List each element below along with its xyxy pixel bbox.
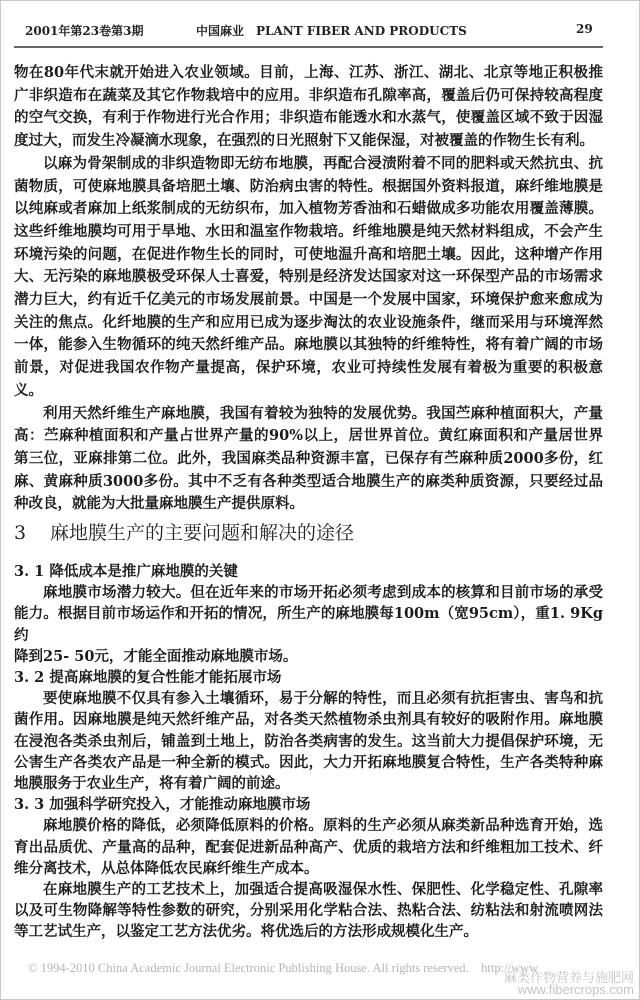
subsection-heading: 3. 1 降低成本是推广麻地膜的关键 xyxy=(14,563,238,580)
section-heading xyxy=(14,516,603,550)
paragraph xyxy=(14,62,603,153)
text-line: 维分离技术，从总体降低农民麻纤维生产成本。 xyxy=(14,859,319,877)
text-line: 麻地膜市场潜力较大。但在近年来的市场开拓必须考虑到成本的核算和目前市场的承受 xyxy=(43,584,603,602)
text-line: 高：苎麻种植面积和产量占世界产量的90%以上，居世界首位。黄红麻面积和产量居世界 xyxy=(14,427,603,445)
text-line: 种改良，就能为大批量麻地膜生产提供原料。 xyxy=(14,495,304,513)
text-line: 地膜服务于农业生产，将有着广阔的前途。 xyxy=(14,775,290,793)
text-line: 麻、黄麻种质3000多份。其中不乏有各种类型适合地膜生产的麻类种质资源，只要经过品 xyxy=(14,472,603,490)
text-line: 义。 xyxy=(14,381,43,399)
text-line: 麻地膜价格的降低，必须降低原料的价格。原料的生产必须从麻类新品种选育开始，选 xyxy=(43,817,603,835)
body-top xyxy=(14,62,603,550)
text-line: 大、无污染的麻地膜极受环保人士喜爱，特别是经济发达国家对这一环保型产品的市场需求 xyxy=(14,268,603,286)
paragraph xyxy=(14,815,603,879)
paragraph xyxy=(14,403,603,517)
paragraph xyxy=(14,688,603,794)
watermark-url: www.fibercrops.com xyxy=(517,982,634,997)
text-line: 能力。根据目前市场运作和开拓的情况，所生产的麻地膜每100m（宽95cm），重1. 9Kg约 xyxy=(14,605,603,644)
text-line: 育出品质优、产量高的品种，配套促进新品种高产、优质的栽培方法和纤维粗加工技术、纤 xyxy=(14,838,603,856)
text-line: 这些纤维地膜均可用于旱地、水田和温室作物栽培。纤维地膜是纯天然材料组成，不会产生 xyxy=(14,222,603,240)
journal-title: 中国麻业 PLANT FIBER AND PRODUCTS xyxy=(196,24,467,38)
section-title: 麻地膜生产的主要问题和解决的途径 xyxy=(50,522,355,545)
text-line: 等工艺试生产，以鉴定工艺方法优劣。将优选后的方法形成规模化生产。 xyxy=(14,923,478,941)
subsection-heading: 3. 2 提高麻地膜的复合性能才能拓展市场 xyxy=(14,669,282,687)
text-line: 环境污染的问题，在促进作物生长的同时，可使地温升高和培肥土壤。因此，这种增产作用 xyxy=(14,245,603,263)
text-line: 以纯麻或者麻加上纸浆制成的无纺织布，加入植物芳香油和石蜡做成多功能农用覆盖薄膜。 xyxy=(14,200,603,218)
text-line: 第三位，亚麻排第二位。此外，我国麻类品种资源丰富，已保存有苎麻种质2000多份，红 xyxy=(14,449,603,467)
text-line: 要使麻地膜不仅具有参入土壤循环，易于分解的特性，而且必须有抗拒害虫、害鸟和抗 xyxy=(43,690,603,708)
text-line: 广非织造布在蔬菜及其它作物栽培中的应用。非织造布孔隙率高，覆盖后仍可保持较高程度 xyxy=(14,86,603,104)
text-line: 菌作用。因麻地膜是纯天然纤维产品，对各类天然植物杀虫剂具有较好的吸附作用。麻地膜 xyxy=(14,711,603,729)
issue-info: 2001年第23卷第3期 xyxy=(25,24,144,38)
text-line: 公害生产各类农产品是一种全新的模式。因此，大力开拓麻地膜复合特性，生产各类特种麻 xyxy=(14,753,603,771)
text-line: 利用天然纤维生产麻地膜，我国有着较为独特的发展优势。我国苎麻种植面积大，产量 xyxy=(43,404,603,422)
text-line: 关注的焦点。化纤地膜的生产和应用已成为逐步淘汰的农业设施条件，继而采用与环境浑然 xyxy=(14,313,603,331)
page-number: 29 xyxy=(576,22,593,36)
header-rule xyxy=(14,46,603,48)
watermark-site-name: 麻类作物营养与施肥网 xyxy=(503,970,634,985)
text-line: 度过大，而发生冷凝滴水现象，在强烈的日光照射下又能保湿，对被覆盖的作物生长有利。 xyxy=(14,132,594,150)
subsection-heading: 3. 3 加强科学研究投入，才能推动麻地膜市场 xyxy=(14,796,311,814)
text-line: 以及可生物降解等特性参数的研究，分别采用化学粘合法、热粘合法、纺粘法和射流喷网法 xyxy=(14,902,603,920)
text-line: 的空气交换，有利于作物进行光合作用；非织造布能透水和水蒸气，使覆盖区域不致于因湿 xyxy=(14,109,603,127)
paragraph xyxy=(14,153,603,403)
text-line: 以麻为骨架制成的非织造物即无纺布地膜，再配合浸渍附着不同的肥料或天然抗虫、抗 xyxy=(43,154,603,172)
body-bottom xyxy=(14,561,603,943)
copyright-footer: © 1994-2010 China Academic Journal Electronic Publishing House. All rights reserved. http://www xyxy=(28,961,539,975)
section-number: 3 xyxy=(14,522,27,545)
paragraph xyxy=(14,879,603,943)
text-line: 在麻地膜生产的工艺技术上，加强适合提高吸湿保水性、保肥性、化学稳定性、孔隙率 xyxy=(43,881,603,899)
text-line: 菌物质，可使麻地膜具备培肥土壤、防治病虫害的特性。根据国外资料报道，麻纤维地膜是 xyxy=(14,177,603,195)
text-line: 降到25- 50元，才能全面推动麻地膜市场。 xyxy=(14,647,298,665)
text-line: 一体，能参入生物循环的纯天然纤维产品。麻地膜以其独特的纤维特性，将有着广阔的市场 xyxy=(14,336,603,354)
paragraph xyxy=(14,582,603,667)
text-line: 潜力巨大，约有近千亿美元的市场发展前景。中国是一个发展中国家，环境保护愈来愈成为 xyxy=(14,291,603,309)
text-line: 前景，对促进我国农作物产量提高，保护环境，农业可持续性发展有着极为重要的积极意 xyxy=(14,359,603,377)
text-line: 在浸泡各类杀虫剂后，铺盖到土地上，防治各类病害的发生。这当前大力提倡保护环境，无 xyxy=(14,732,603,750)
text-line: 物在80年代末就开始进入农业领域。目前，上海、江苏、浙江、湖北、北京等地正积极推 xyxy=(14,64,603,81)
